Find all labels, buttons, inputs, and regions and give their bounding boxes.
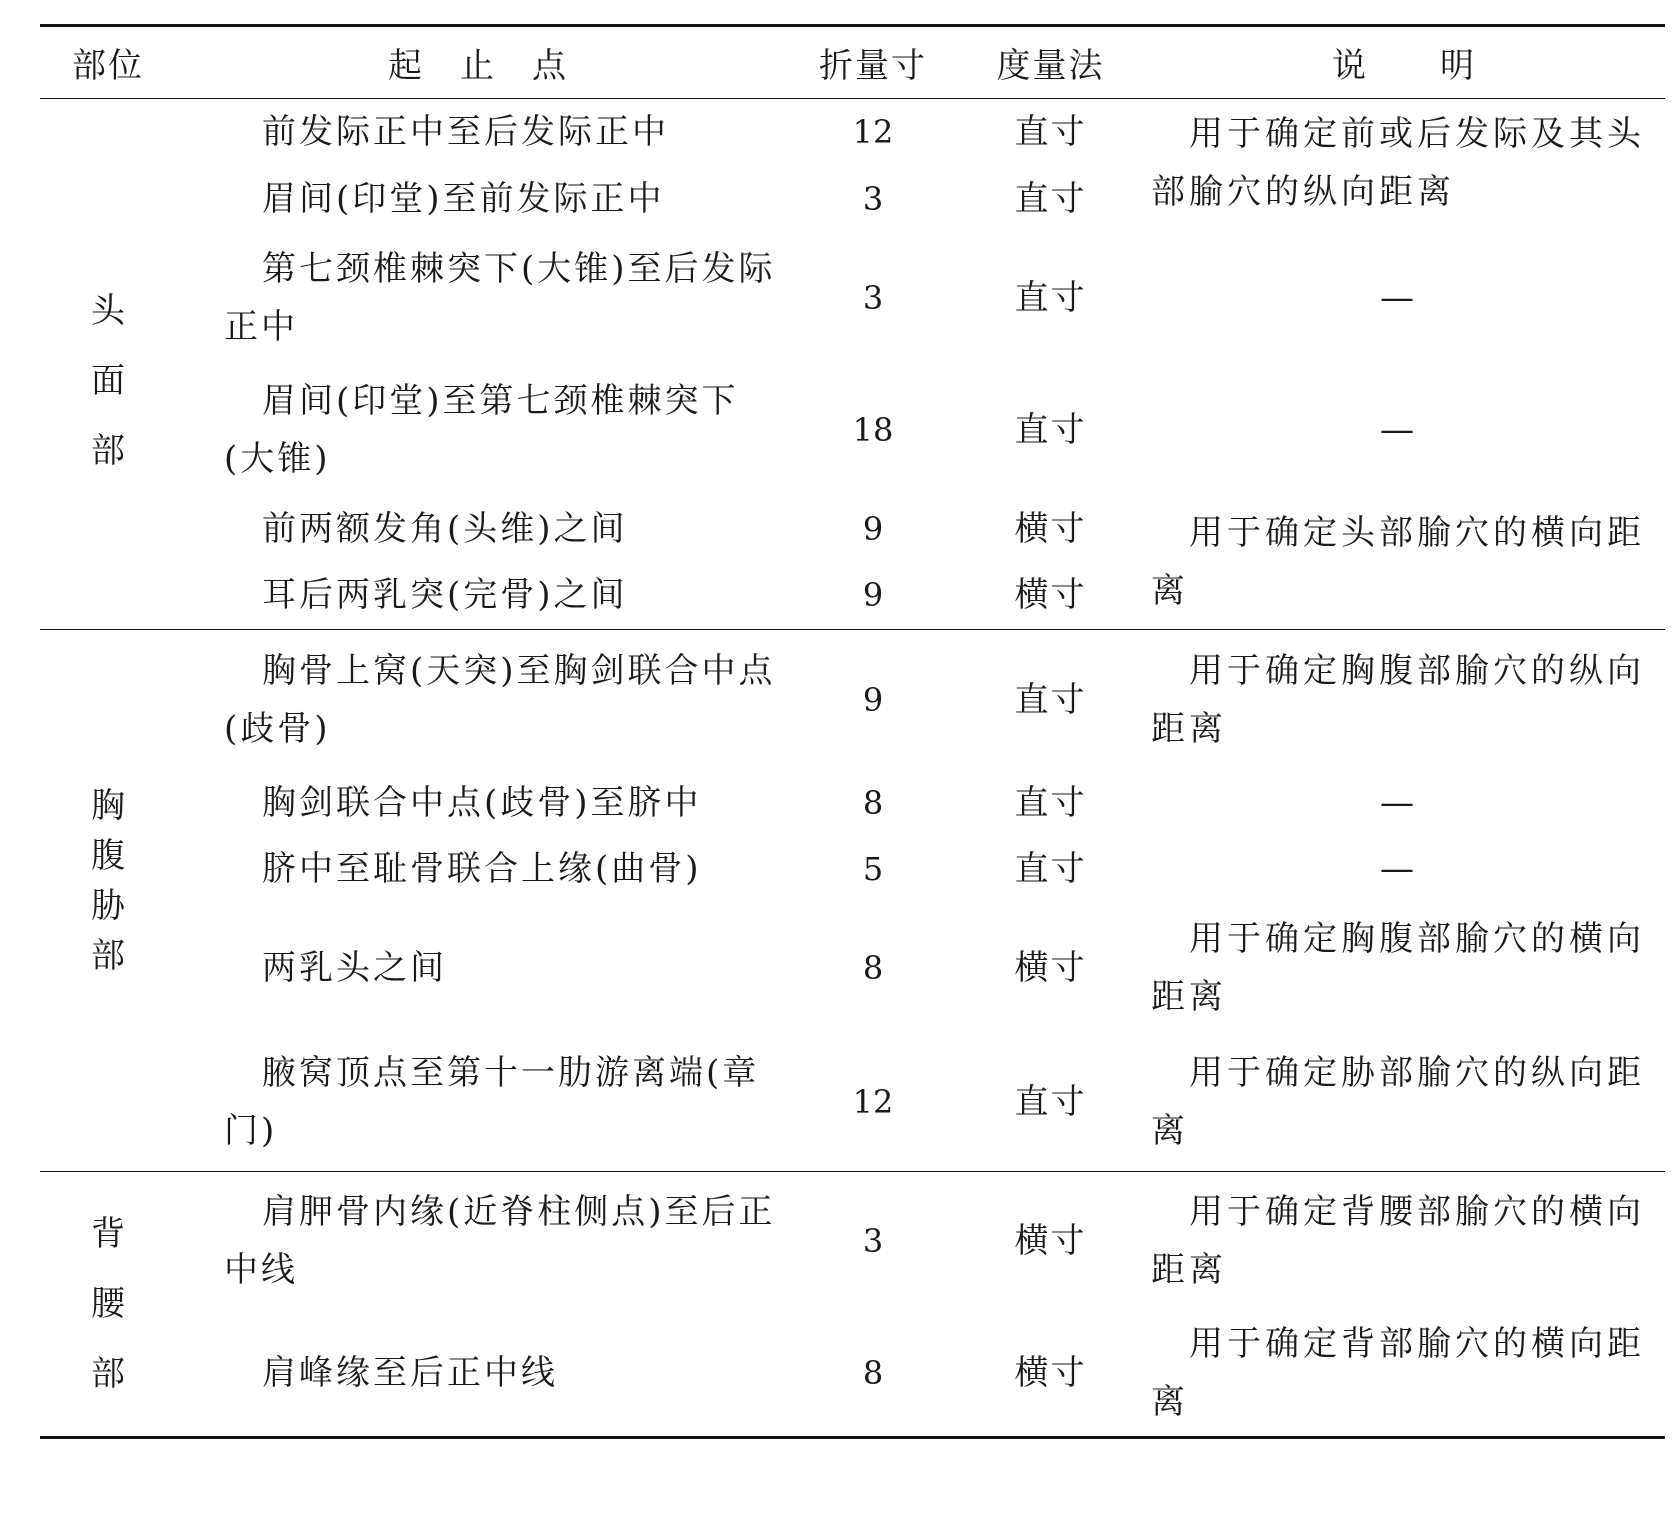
group-chest-abdomen — [40, 630, 1665, 1172]
table-row — [40, 770, 1665, 836]
method-cell: 直寸 — [1014, 848, 1087, 889]
method-cell: 横寸 — [1014, 508, 1087, 549]
header-method: 度量法 — [996, 46, 1105, 86]
cun-cell: 5 — [862, 849, 884, 888]
note-cell: — — [1380, 848, 1418, 889]
note-cell: 用于确定胸腹部腧穴的横向距离 — [1151, 918, 1645, 1017]
bone-proportional-cun-table — [40, 24, 1665, 1439]
range-cell: 腋窝顶点至第十一肋游离端(章门) — [224, 1053, 760, 1152]
part-label — [40, 1172, 168, 1438]
group-head-face — [40, 99, 1665, 630]
part-char: 头 — [91, 291, 125, 331]
cun-cell: 3 — [862, 179, 884, 218]
header-range: 起 止 点 — [388, 46, 568, 86]
range-cell: 胸骨上窝(天突)至胸剑联合中点(歧骨) — [224, 650, 776, 749]
note-cell: 用于确定背部腧穴的横向距离 — [1151, 1323, 1645, 1422]
note-cell: 用于确定背腰部腧穴的横向距离 — [1151, 1191, 1645, 1290]
measurement-table — [40, 24, 1665, 1439]
part-char: 部 — [91, 1354, 125, 1394]
note-cell: 用于确定头部腧穴的横向距离 — [1151, 512, 1645, 611]
part-char: 部 — [91, 935, 125, 976]
part-char: 背 — [91, 1214, 125, 1254]
part-char: 腰 — [91, 1284, 125, 1324]
range-cell: 第七颈椎棘突下(大锥)至后发际正中 — [224, 248, 776, 347]
table-row — [40, 364, 1665, 496]
table-header — [40, 26, 1665, 99]
range-cell: 肩胛骨内缘(近脊柱侧点)至后正中线 — [224, 1191, 776, 1290]
part-char: 胁 — [91, 885, 125, 926]
range-cell: 眉间(印堂)至前发际正中 — [262, 178, 665, 219]
range-cell: 胸剑联合中点(歧骨)至脐中 — [262, 782, 702, 823]
table-row — [40, 232, 1665, 364]
table-row — [40, 1310, 1665, 1438]
method-cell: 横寸 — [1014, 1220, 1087, 1261]
note-cell: 用于确定胁部腧穴的纵向距离 — [1151, 1053, 1645, 1152]
method-cell: 横寸 — [1014, 575, 1087, 616]
header-cun: 折量寸 — [819, 46, 927, 86]
method-cell: 横寸 — [1014, 1352, 1087, 1393]
note-cell: 用于确定胸腹部腧穴的纵向距离 — [1151, 650, 1645, 749]
cun-cell: 9 — [862, 680, 884, 719]
header-note: 说 明 — [1332, 46, 1476, 86]
table-row — [40, 902, 1665, 1034]
part-char: 胸 — [91, 785, 125, 826]
note-cell: — — [1380, 277, 1418, 318]
note-cell: 用于确定前或后发际及其头部腧穴的纵向距离 — [1151, 114, 1645, 212]
method-cell: 直寸 — [1014, 679, 1087, 720]
cun-cell: 8 — [862, 1353, 884, 1392]
range-cell: 脐中至耻骨联合上缘(曲骨) — [262, 848, 702, 889]
cun-cell: 3 — [862, 1221, 884, 1260]
cun-cell: 8 — [862, 783, 884, 822]
method-cell: 直寸 — [1014, 409, 1087, 450]
table-row — [40, 1034, 1665, 1172]
table-row — [40, 836, 1665, 902]
note-cell: — — [1380, 409, 1418, 450]
method-cell: 直寸 — [1014, 1082, 1087, 1123]
cun-cell: 9 — [862, 576, 884, 615]
part-label — [40, 630, 168, 1172]
cun-cell: 12 — [852, 1083, 894, 1122]
header-part: 部位 — [72, 46, 144, 86]
range-cell: 耳后两乳突(完骨)之间 — [262, 575, 628, 616]
group-back-waist — [40, 1172, 1665, 1438]
method-cell: 直寸 — [1014, 782, 1087, 823]
cun-cell: 3 — [862, 278, 884, 317]
part-char: 腹 — [91, 835, 125, 876]
method-cell: 横寸 — [1014, 947, 1087, 988]
part-char: 面 — [91, 361, 125, 401]
range-cell: 两乳头之间 — [262, 947, 447, 988]
range-cell: 眉间(印堂)至第七颈椎棘突下(大锥) — [224, 380, 739, 479]
table-row — [40, 99, 1665, 166]
part-char: 部 — [91, 431, 125, 471]
range-cell: 肩峰缘至后正中线 — [262, 1352, 558, 1393]
table-row — [40, 496, 1665, 562]
range-cell: 前发际正中至后发际正中 — [262, 112, 669, 153]
method-cell: 直寸 — [1014, 112, 1087, 153]
range-cell: 前两额发角(头维)之间 — [262, 508, 628, 549]
part-label — [40, 99, 168, 630]
method-cell: 直寸 — [1014, 277, 1087, 318]
note-cell: — — [1380, 782, 1418, 823]
cun-cell: 8 — [862, 948, 884, 987]
table-row — [40, 630, 1665, 770]
cun-cell: 12 — [852, 113, 894, 152]
table-row — [40, 1172, 1665, 1310]
cun-cell: 18 — [852, 410, 894, 449]
cun-cell: 9 — [862, 509, 884, 548]
method-cell: 直寸 — [1014, 178, 1087, 219]
